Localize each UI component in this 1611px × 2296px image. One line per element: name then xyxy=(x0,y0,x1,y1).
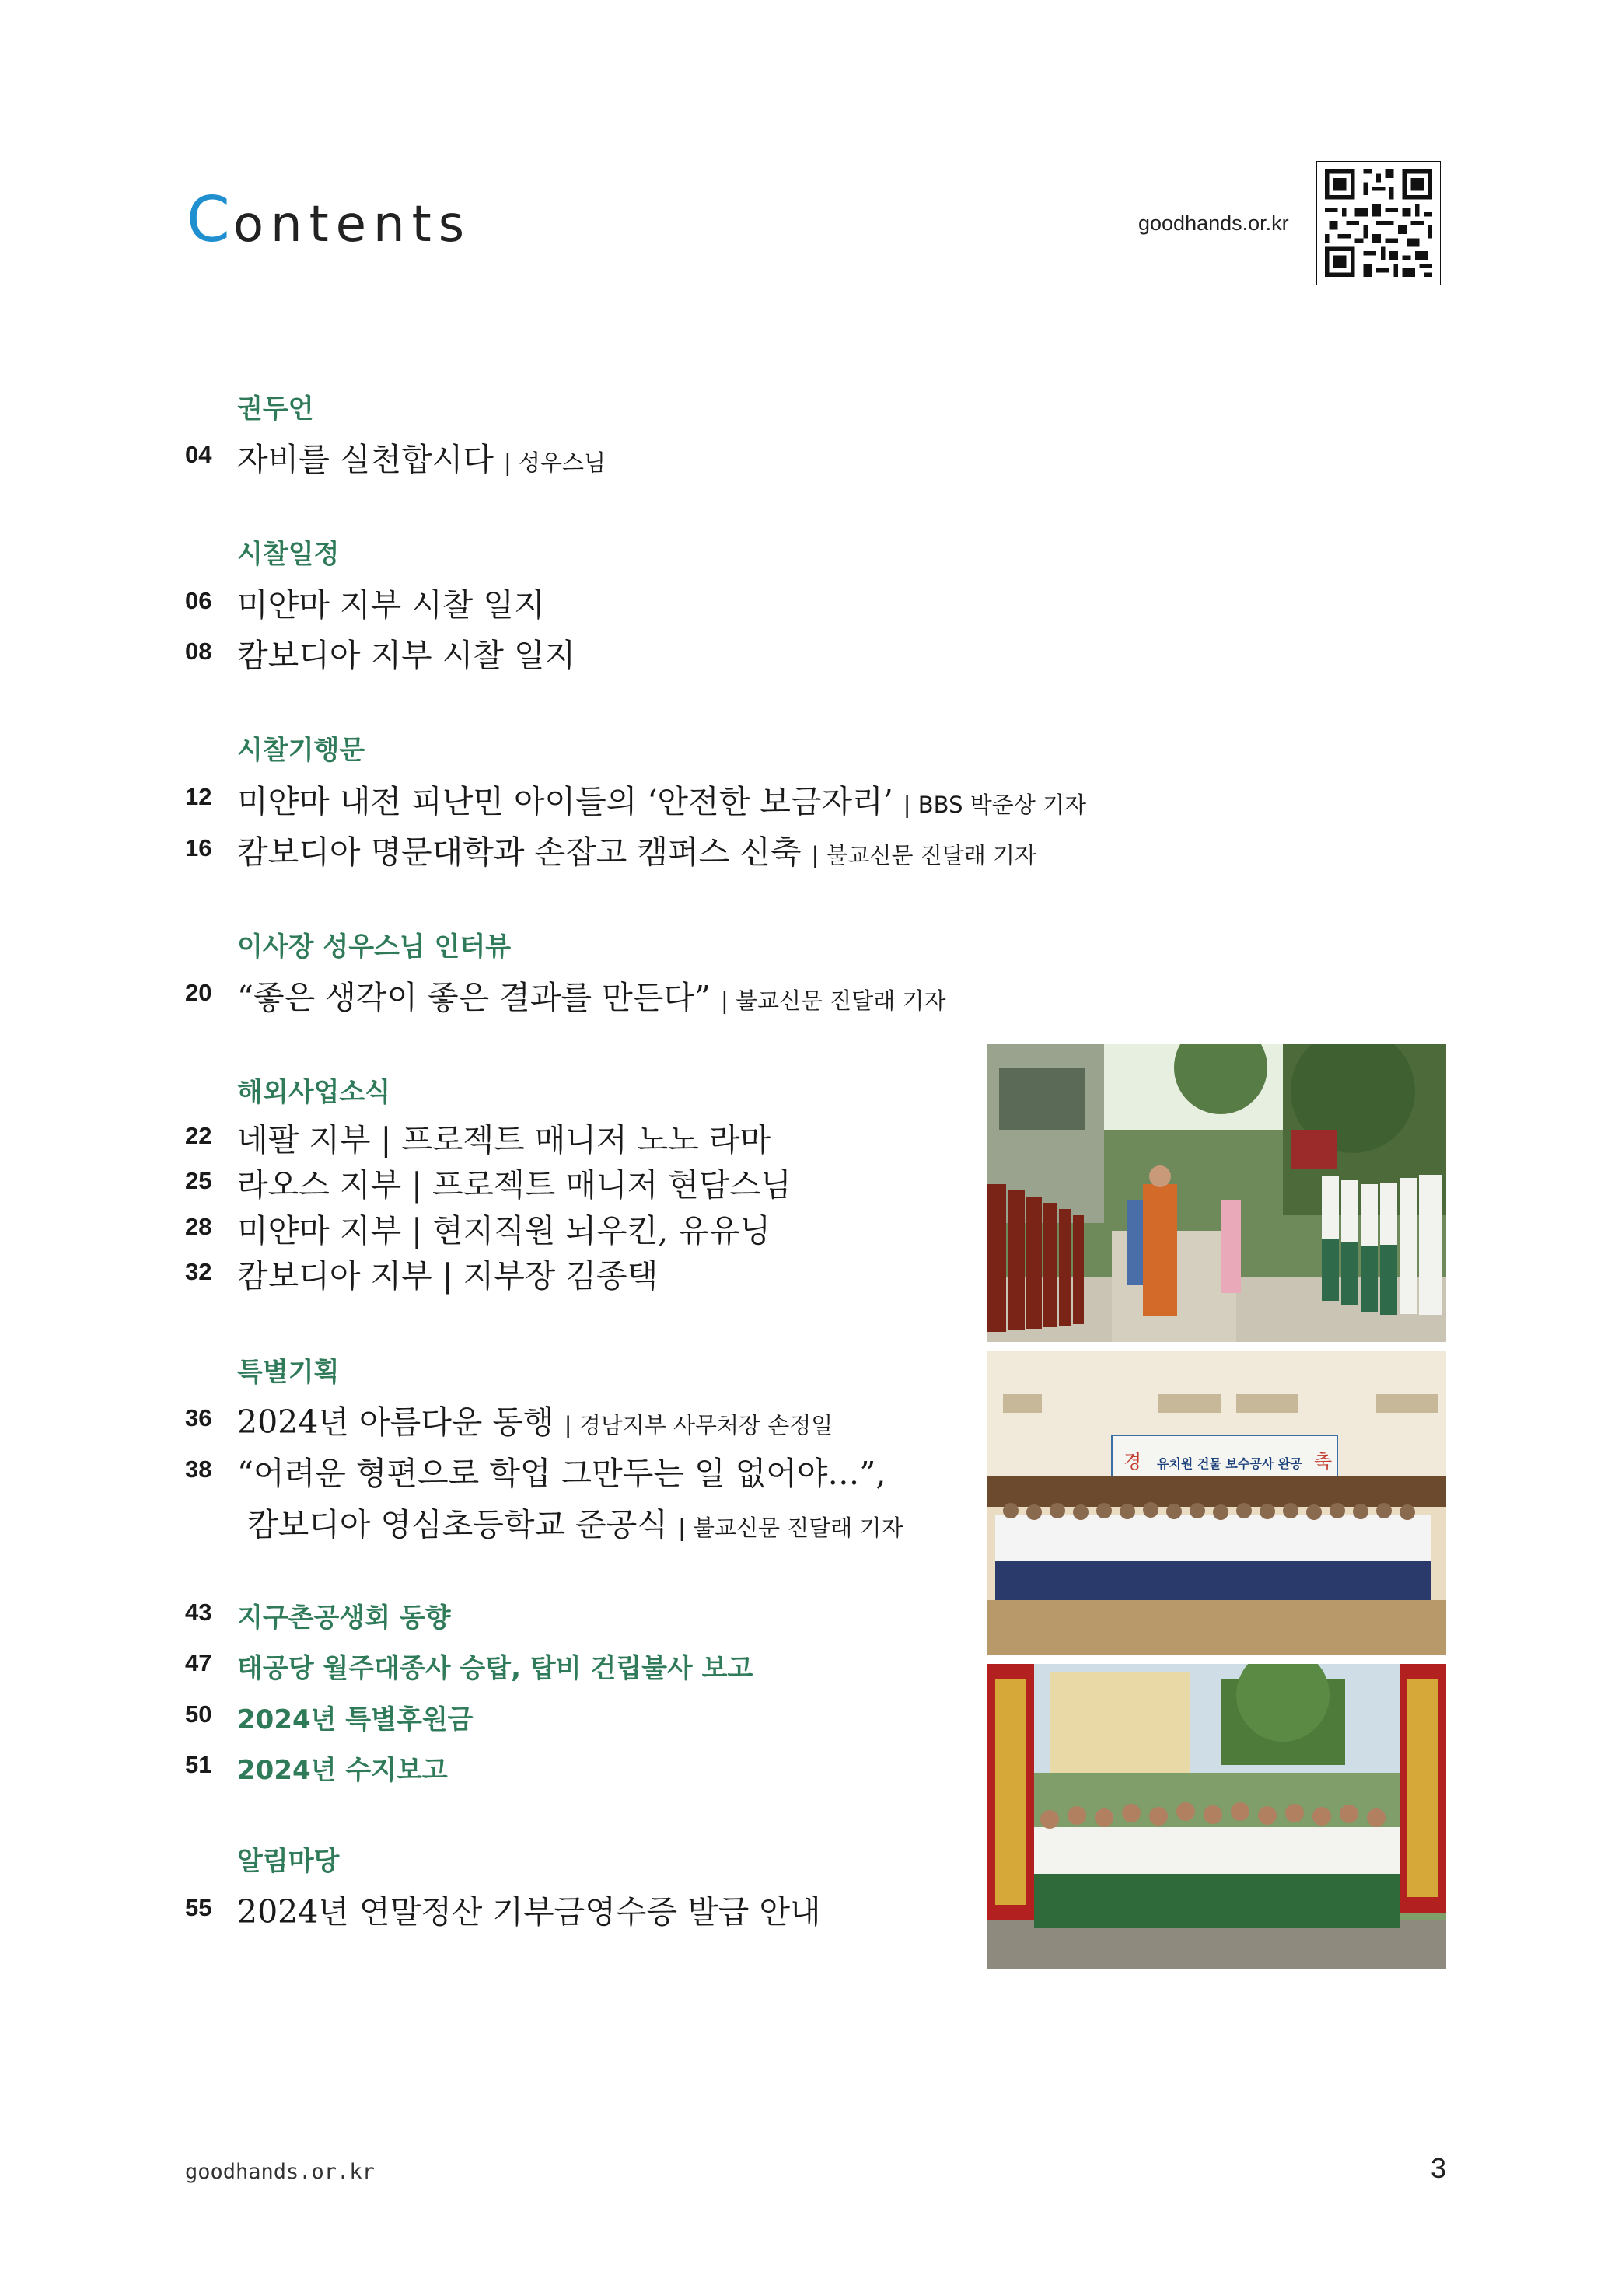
page-number: 08 xyxy=(185,638,212,665)
toc-entry[interactable] xyxy=(237,1205,771,1251)
page-number: 25 xyxy=(185,1167,212,1194)
toc-entry[interactable] xyxy=(237,1114,771,1160)
entry-title: 라오스 지부 | 프로젝트 매니저 현담스님 xyxy=(237,1166,792,1204)
toc-entry[interactable] xyxy=(237,434,606,480)
toc-entry-highlight[interactable]: 지구촌공생회 동향 xyxy=(237,1602,451,1634)
photo-children-cheering xyxy=(987,1664,1446,1969)
page-number: 55 xyxy=(185,1894,212,1921)
page-title xyxy=(187,183,471,256)
photo-monks-procession xyxy=(987,1044,1446,1342)
entry-title: 미얀마 내전 피난민 아이들의 ‘안전한 보금자리’ xyxy=(237,783,893,820)
section-heading: 알림마당 xyxy=(237,1846,340,1877)
entry-title: 미얀마 지부 시찰 일지 xyxy=(237,586,545,624)
entry-title: 미얀마 지부 | 현지직원 뇌우킨, 유유닝 xyxy=(237,1212,771,1249)
section-heading: 권두언 xyxy=(237,393,314,425)
toc-entry[interactable] xyxy=(237,826,1036,872)
banner-left-char: 경 xyxy=(1124,1451,1142,1473)
entry-title: 캄보디아 영심초등학교 준공식 xyxy=(247,1506,668,1543)
banner-right-char: 축 xyxy=(1314,1451,1333,1473)
toc-entry[interactable] xyxy=(237,1159,792,1205)
entry-title: “어려운 형편으로 학업 그만두는 일 없어야…”, xyxy=(237,1455,886,1492)
entry-author: | 경남지부 사무처장 손정일 xyxy=(564,1412,833,1438)
toc-entry[interactable] xyxy=(237,1886,821,1932)
section-heading: 특별기획 xyxy=(237,1357,340,1388)
toc-entry-highlight[interactable]: 2024년 특별후원금 xyxy=(237,1704,474,1735)
page-number: 06 xyxy=(185,587,212,614)
toc-entry[interactable] xyxy=(237,776,1086,822)
toc-entry[interactable] xyxy=(237,972,946,1018)
page-number: 20 xyxy=(185,979,212,1006)
entry-author: | 불교신문 진달래 기자 xyxy=(678,1515,903,1541)
banner-text: 유치원 건물 보수공사 완공 xyxy=(1157,1456,1302,1471)
title-rest: ontents xyxy=(232,196,472,253)
entry-title: 2024년 아름다운 동행 xyxy=(237,1403,554,1441)
page-number: 47 xyxy=(185,1649,212,1676)
entry-author: | 불교신문 진달래 기자 xyxy=(811,842,1037,868)
page-number: 22 xyxy=(185,1122,212,1149)
entry-title: 네팔 지부 | 프로젝트 매니저 노노 라마 xyxy=(237,1121,771,1158)
toc-entry-highlight[interactable]: 2024년 수지보고 xyxy=(237,1755,448,1786)
entry-title: “좋은 생각이 좋은 결과를 만든다” xyxy=(237,979,711,1016)
section-heading: 이사장 성우스님 인터뷰 xyxy=(237,931,512,963)
website-link[interactable]: goodhands.or.kr xyxy=(1138,211,1289,235)
page-number: 51 xyxy=(185,1751,212,1778)
toc-entry-highlight[interactable]: 태공당 월주대종사 승탑, 탑비 건립불사 보고 xyxy=(237,1653,753,1684)
photo-school-ceremony xyxy=(987,1351,1446,1655)
entry-title: 2024년 연말정산 기부금영수증 발급 안내 xyxy=(237,1893,821,1931)
toc-entry[interactable] xyxy=(237,579,545,625)
page-number: 04 xyxy=(185,441,212,468)
page-number: 12 xyxy=(185,783,212,810)
toc-entry[interactable] xyxy=(237,1396,833,1442)
entry-title: 캄보디아 지부 시찰 일지 xyxy=(237,637,576,674)
qr-code-icon[interactable] xyxy=(1316,161,1441,285)
page-number: 36 xyxy=(185,1404,212,1431)
page-number: 28 xyxy=(185,1213,212,1240)
page-number: 43 xyxy=(185,1599,212,1626)
section-heading: 해외사업소식 xyxy=(237,1077,391,1108)
toc-entry-continued[interactable] xyxy=(247,1499,903,1545)
toc-entry[interactable] xyxy=(237,1448,886,1494)
entry-author: | 불교신문 진달래 기자 xyxy=(720,987,946,1014)
entry-author: | 성우스님 xyxy=(503,449,606,476)
entry-title: 캄보디아 명문대학과 손잡고 캠퍼스 신축 xyxy=(237,833,802,871)
page-number-footer: 3 xyxy=(1431,2152,1447,2184)
toc-entry[interactable] xyxy=(237,1250,658,1296)
page-number: 16 xyxy=(185,834,212,861)
footer-website[interactable]: goodhands.or.kr xyxy=(185,2160,375,2184)
entry-author: | BBS 박준상 기자 xyxy=(903,792,1086,818)
page-number: 50 xyxy=(185,1700,212,1728)
section-heading: 시찰기행문 xyxy=(237,735,365,766)
toc-entry[interactable] xyxy=(237,630,575,676)
page-number: 38 xyxy=(185,1456,212,1483)
entry-title: 자비를 실천합시다 xyxy=(237,441,494,478)
section-heading: 시찰일정 xyxy=(237,539,340,570)
title-initial: C xyxy=(187,183,233,256)
page-number: 32 xyxy=(185,1258,212,1285)
entry-title: 캄보디아 지부 | 지부장 김종택 xyxy=(237,1257,659,1295)
